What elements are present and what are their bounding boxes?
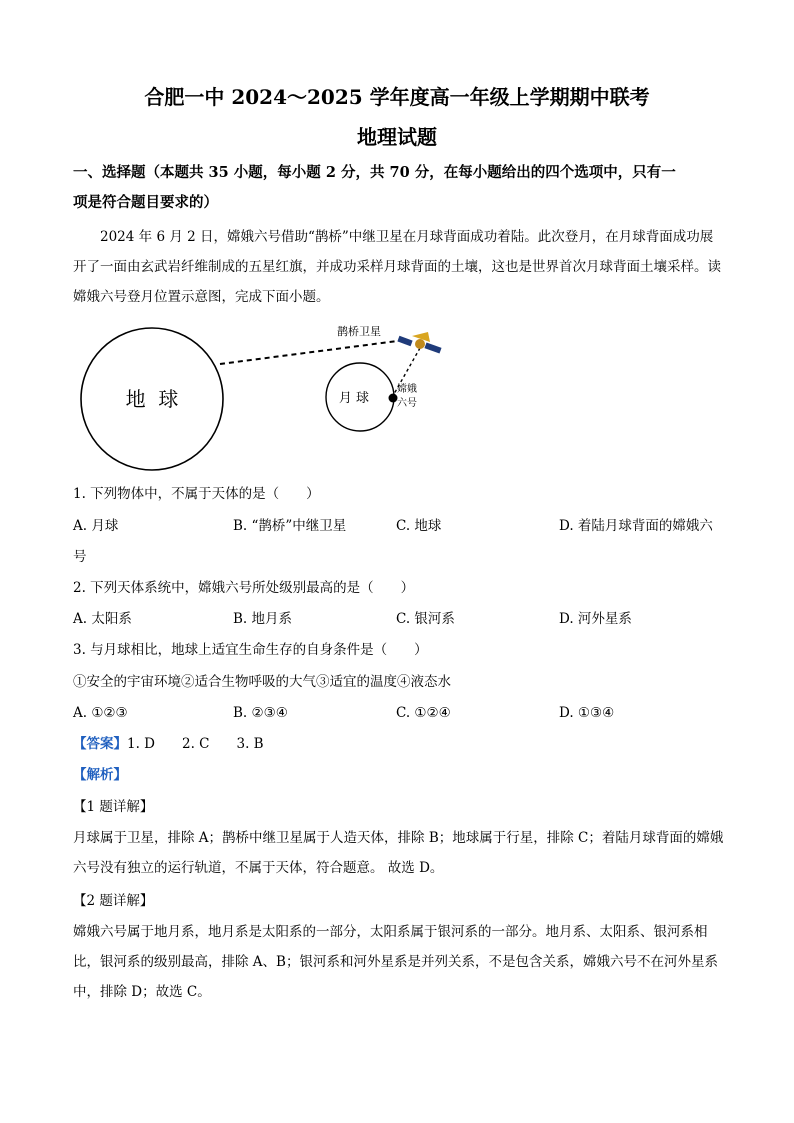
answer-line (73, 734, 723, 754)
landing-diagram (70, 322, 470, 482)
q1-option-a: A. 月球 (73, 518, 119, 534)
q2-stem: 2. 下列天体系统中，嫦娥六号所处级别最高的是（ ） (73, 580, 415, 596)
q3-option-c: C. ①②④ (396, 705, 451, 721)
q3-option-b: B. ②③④ (233, 705, 288, 721)
q1-option-d: D. 着陆月球背面的嫦娥六 (559, 518, 713, 534)
q2-analysis-text: 嫦娥六号属于地月系，地月系是太阳系的一部分，太阳系属于银河系的一部分。地月系、太阳系、银河系相比，银河系的级别最高，排除 A、B；银河系和河外星系是并列关系，不是包含关系，嫦娥六号不在河外星系中，排除 D；故选 C。 (73, 924, 718, 1000)
q1-stem: 1. 下列物体中，不属于天体的是（ ） (73, 486, 320, 502)
q1-analysis-heading: 【1 题详解】 (73, 799, 154, 815)
probe-label-line1: 嫦娥 (397, 384, 417, 395)
earth-satellite-link (220, 340, 405, 364)
exam-title: 合肥一中 2024～2025 学年度高一年级上学期期中联考 (144, 85, 650, 109)
q2-option-a: A. 太阳系 (73, 611, 132, 627)
answer-values: 1. D 2. C 3. B (127, 736, 264, 752)
exam-subject: 地理试题 (357, 125, 437, 149)
answer-label: 【答案】 (73, 736, 127, 752)
probe-label-line2: 六号 (397, 398, 417, 409)
q1-option-c: C. 地球 (396, 518, 442, 534)
analysis-label: 【解析】 (73, 767, 127, 783)
q2-analysis-heading: 【2 题详解】 (73, 893, 154, 909)
q3-stem: 3. 与月球相比，地球上适宜生命生存的自身条件是（ ） (73, 642, 428, 658)
moon-label: 月 球 (338, 391, 370, 406)
q2-option-c: C. 银河系 (396, 611, 455, 627)
earth-label: 地 球 (125, 387, 179, 411)
section-heading-line1: 一、选择题（本题共 35 小题，每小题 2 分，共 70 分，在每小题给出的四个选项中，只有一 (73, 164, 676, 181)
q3-option-d: D. ①③④ (559, 705, 615, 721)
q1-analysis-text: 月球属于卫星，排除 A；鹊桥中继卫星属于人造天体，排除 B；地球属于行星，排除 C；着陆月球背面的嫦娥六号没有独立的运行轨道，不属于天体，符合题意。 故选 D。 (73, 830, 724, 876)
q2-option-d: D. 河外星系 (559, 611, 632, 627)
intro-passage: 2024 年 6 月 2 日，嫦娥六号借助“鹊桥”中继卫星在月球背面成功着陆。此次登月，在月球背面成功展开了一面由玄武岩纤维制成的五星红旗，并成功采样月球背面的土壤，这也是世界首次月球背面土壤采样。读嫦娥六号登月位置示意图，完成下面小题。 (73, 229, 721, 305)
q3-option-a: A. ①②③ (73, 705, 128, 721)
satellite-label: 鹊桥卫星 (337, 325, 381, 338)
q3-conditions: ①安全的宇宙环境②适合生物呼吸的大气③适宜的温度④液态水 (73, 674, 451, 690)
q2-option-b: B. 地月系 (233, 611, 293, 627)
q1-option-d-wrap: 号 (73, 549, 87, 565)
section-heading-line2: 项是符合题目要求的） (73, 194, 218, 211)
q1-option-b: B. “鹊桥”中继卫星 (233, 518, 347, 534)
